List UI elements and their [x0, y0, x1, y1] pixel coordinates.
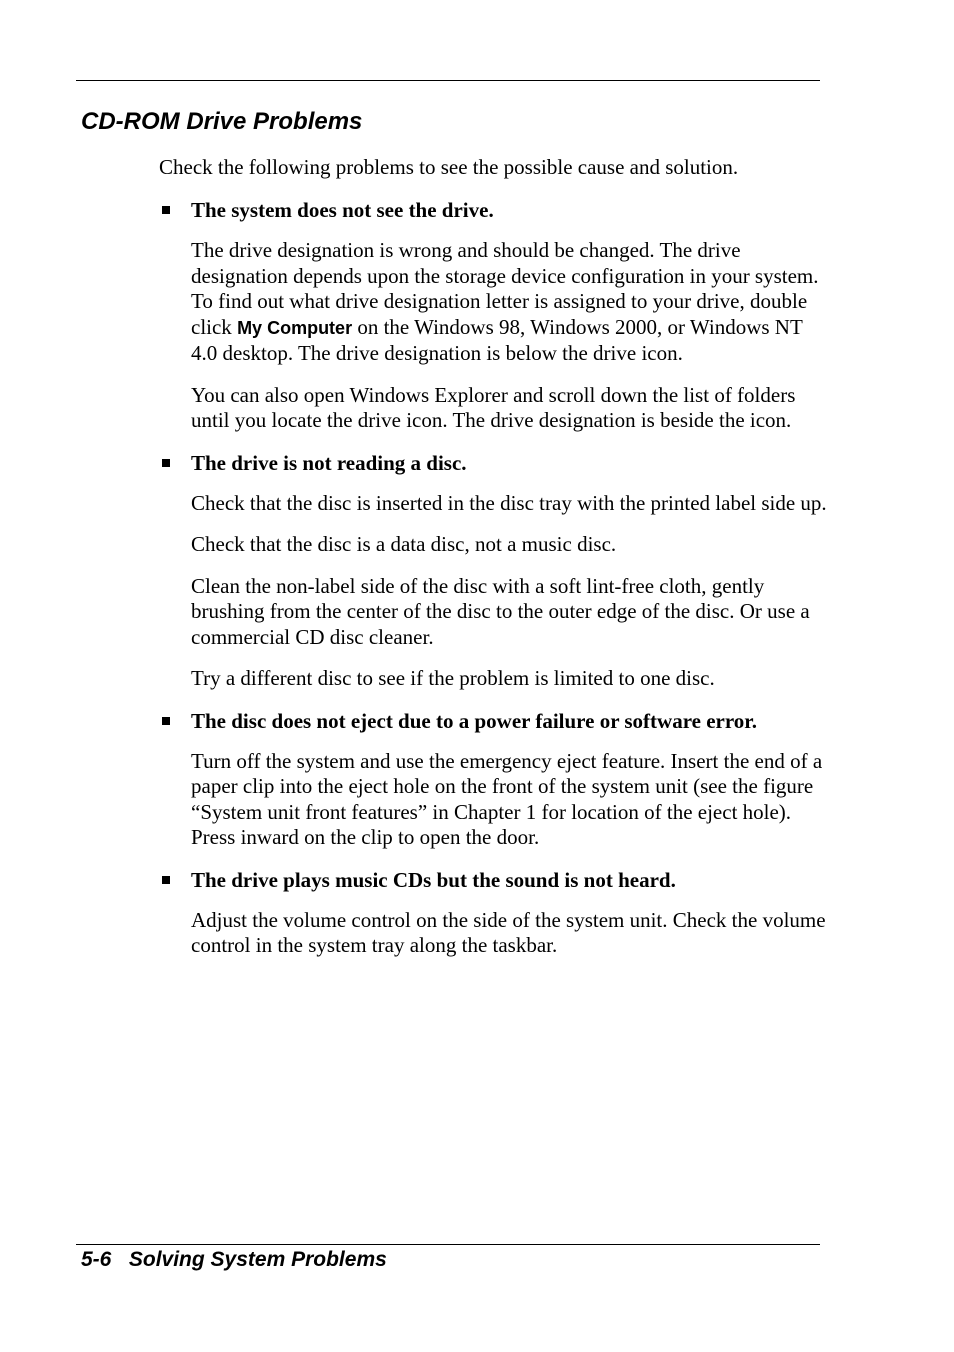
solution-paragraph: Check that the disc is a data disc, not a music disc.: [191, 532, 617, 556]
section-heading: CD-ROM Drive Problems: [81, 108, 363, 135]
square-bullet-icon: [162, 717, 170, 725]
solution-paragraph: Adjust the volume control on the side of the system unit. Check the volume control in the system tray along the taskbar.: [191, 907, 826, 957]
solution-paragraph: Check that the disc is inserted in the disc tray with the printed label side up.: [191, 490, 827, 515]
header-rule: [76, 80, 820, 81]
solution-paragraph: The drive designation is wrong and should be changed. The drive designation depends upon the storage device configuration in your system. To find out what drive designation letter is assigned to your drive, double click My Computer on the Windows 98, Windows 2000, or Windows NT 4.0 desktop. The drive designation is below the drive icon.: [191, 238, 819, 365]
solution-paragraph: Turn off the system and use the emergency eject feature. Insert the end of a paper clip into the eject hole on the front of the system unit (see the figure “System unit front features” in Chapter 1 for location of the eject hole). Press inward on the clip to open the door.: [191, 748, 823, 849]
ui-term-my-computer: My Computer: [237, 317, 353, 338]
solution-paragraph: Try a different disc to see if the problem is limited to one disc.: [191, 666, 715, 690]
problem-item: [159, 867, 829, 959]
square-bullet-icon: [162, 876, 170, 884]
problem-item: [159, 450, 829, 692]
solution-paragraph: You can also open Windows Explorer and scroll down the list of folders until you locate the drive icon. The drive designation is beside the icon.: [191, 382, 796, 432]
problem-list: [159, 197, 829, 959]
page-footer: [81, 1246, 387, 1274]
intro-paragraph: Check the following problems to see the possible cause and solution.: [159, 155, 739, 179]
problem-title: The system does not see the drive.: [159, 197, 829, 223]
square-bullet-icon: [162, 206, 170, 214]
problem-item: [159, 197, 829, 434]
page-number: 5-6: [81, 1248, 112, 1271]
solution-paragraph: Clean the non-label side of the disc with a soft lint-free cloth, gently brushing from the center of the disc to the outer edge of the disc. Or use a commercial CD disc cleaner.: [191, 573, 810, 649]
square-bullet-icon: [162, 459, 170, 467]
problem-item: [159, 708, 829, 851]
chapter-title: Solving System Problems: [128, 1248, 387, 1271]
problem-title: The disc does not eject due to a power failure or software error.: [159, 708, 829, 734]
problem-title: The drive is not reading a disc.: [159, 450, 829, 476]
footer-rule: [76, 1244, 820, 1245]
problem-title: The drive plays music CDs but the sound is not heard.: [159, 867, 829, 893]
